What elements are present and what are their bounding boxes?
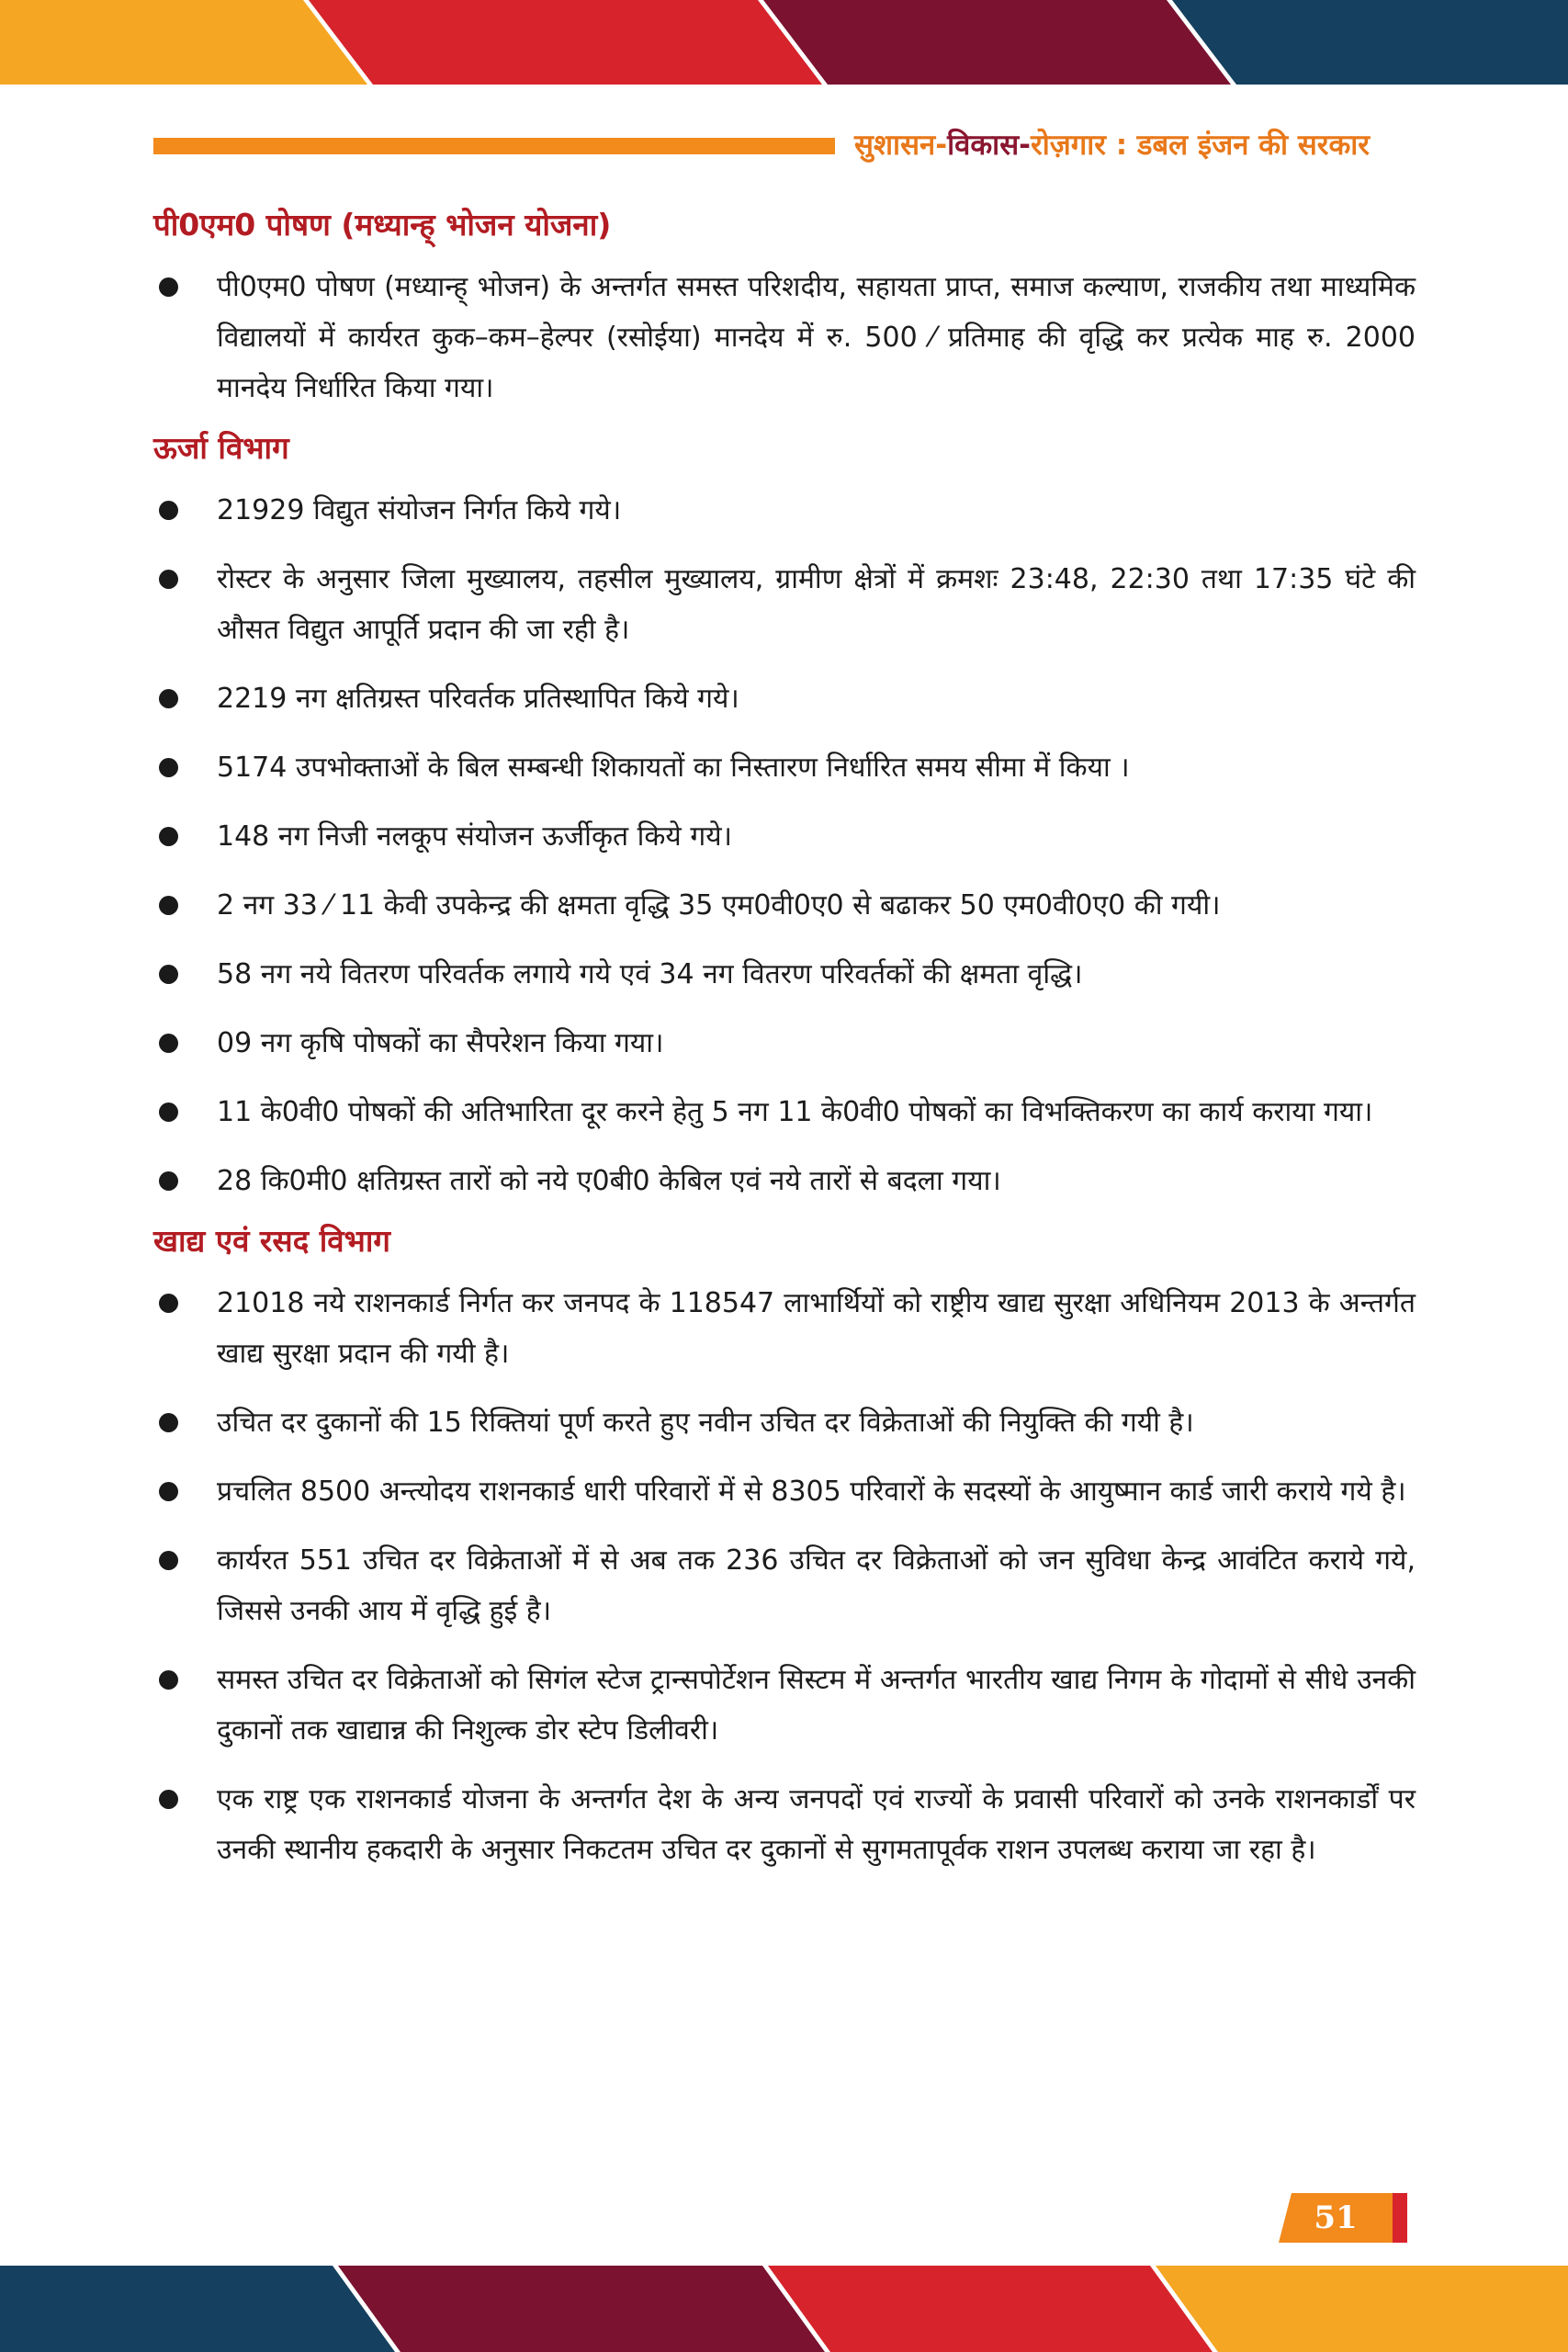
bullet-icon bbox=[159, 277, 178, 297]
list-item-text: समस्त उचित दर विक्रेताओं को सिगंल स्टेज ट्रान्सपोर्टेशन सिस्टम में अन्तर्गत भारतीय खाद्य निगम के गोदामों से सीधे उनकी दुकानों तक खाद्यान्न की निशुल्क डोर स्टेप डिलीवरी। bbox=[217, 1664, 1416, 1747]
list-item-text: 2219 नग क्षतिग्रस्त परिवर्तक प्रतिस्थापित किये गये। bbox=[217, 683, 739, 715]
list-item bbox=[153, 485, 1416, 536]
bullet-icon bbox=[159, 896, 178, 915]
list-item bbox=[153, 554, 1416, 655]
list-item-text: पी0एम0 पोषण (मध्यान्ह् भोजन) के अन्तर्गत समस्त परिशदीय, सहायता प्राप्त, समाज कल्याण, राजकीय तथा माध्यमिक विद्यालयों में कार्यरत कुक–कम–हेल्पर (रसोईया) मानदेय में रु. 500 ⁄ प्रतिमाह की वृद्धि कर प्रत्येक माह रु. 2000 मानदेय निर्धारित किया गया। bbox=[217, 271, 1416, 404]
bullet-icon bbox=[159, 1102, 178, 1122]
section-heading-poshan: पी0एम0 पोषण (मध्यान्ह् भोजन योजना) bbox=[153, 207, 612, 243]
list-item-text: 11 के0वी0 पोषकों की अतिभारिता दूर करने हेतु 5 नग 11 के0वी0 पोषकों का विभक्तिकरण का कार्य कराया गया। bbox=[217, 1096, 1373, 1128]
bullet-list-food bbox=[153, 1278, 1416, 1875]
header-rule bbox=[153, 138, 835, 154]
bullet-list-poshan bbox=[153, 262, 1416, 413]
list-item-text: उचित दर दुकानों की 15 रिक्तियां पूर्ण करते हुए नवीन उचित दर विक्रेताओं की नियुक्ति की गयी है। bbox=[217, 1407, 1194, 1439]
tagline-rozgar: रोज़गार : डबल इंजन की सरकार bbox=[1031, 129, 1370, 162]
list-item bbox=[153, 742, 1416, 793]
bullet-icon bbox=[159, 689, 178, 708]
list-item-text: एक राष्ट्र एक राशनकार्ड योजना के अन्तर्गत देश के अन्य जनपदों एवं राज्यों के प्रवासी परिवारों को उनके राशनकार्डों पर उनकी स्थानीय हकदारी के अनुसार निकटतम उचित दर दुकानों से सुगमतापूर्वक राशन उपलब्ध कराया जा रहा है। bbox=[217, 1783, 1416, 1866]
bullet-icon bbox=[159, 758, 178, 777]
bullet-icon bbox=[159, 1482, 178, 1501]
page-content bbox=[153, 204, 1416, 1875]
list-item bbox=[153, 1278, 1416, 1379]
bullet-icon bbox=[159, 1171, 178, 1191]
list-item bbox=[153, 1655, 1416, 1756]
tagline-vikas: विकास- bbox=[947, 129, 1032, 162]
list-item-text: 28 कि0मी0 क्षतिग्रस्त तारों को नये ए0बी0 केबिल एवं नये तारों से बदला गया। bbox=[217, 1165, 1001, 1197]
bullet-icon bbox=[159, 570, 178, 589]
bullet-icon bbox=[159, 501, 178, 520]
list-item-text: 58 नग नये वितरण परिवर्तक लगाये गये एवं 34 नग वितरण परिवर्तकों की क्षमता वृद्धि। bbox=[217, 958, 1083, 990]
section-heading-energy: ऊर्जा विभाग bbox=[153, 430, 289, 466]
header-tagline bbox=[854, 125, 1415, 165]
bottom-color-band bbox=[0, 2266, 1568, 2350]
list-item-text: 148 नग निजी नलकूप संयोजन ऊर्जीकृत किये गये। bbox=[217, 820, 733, 853]
list-item-text: 2 नग 33 ⁄ 11 केवी उपकेन्द्र की क्षमता वृद्धि 35 एम0वी0ए0 से बढाकर 50 एम0वी0ए0 की गयी। bbox=[217, 889, 1221, 922]
bullet-icon bbox=[159, 1034, 178, 1053]
bullet-icon bbox=[159, 827, 178, 846]
list-item bbox=[153, 949, 1416, 1000]
top-color-band bbox=[0, 0, 1568, 85]
list-item bbox=[153, 1774, 1416, 1875]
list-item-text: 21018 नये राशनकार्ड निर्गत कर जनपद के 118547 लाभार्थियों को राष्ट्रीय खाद्य सुरक्षा अधिनियम 2013 के अन्तर्गत खाद्य सुरक्षा प्रदान की गयी है। bbox=[217, 1287, 1416, 1370]
list-item bbox=[153, 1156, 1416, 1206]
bullet-icon bbox=[159, 1551, 178, 1570]
list-item-text: 09 नग कृषि पोषकों का सैपरेशन किया गया। bbox=[217, 1027, 664, 1059]
bullet-icon bbox=[159, 1294, 178, 1313]
list-item-text: 21929 विद्युत संयोजन निर्गत किये गये। bbox=[217, 494, 622, 526]
list-item bbox=[153, 1397, 1416, 1448]
bullet-icon bbox=[159, 1790, 178, 1809]
section-heading-food: खाद्य एवं रसद विभाग bbox=[153, 1223, 390, 1259]
list-item bbox=[153, 880, 1416, 931]
list-item bbox=[153, 1087, 1416, 1137]
list-item bbox=[153, 1535, 1416, 1636]
list-item-text: रोस्टर के अनुसार जिला मुख्यालय, तहसील मुख्यालय, ग्रामीण क्षेत्रों में क्रमशः 23:48, 22:30 तथा 17:35 घंटे की औसत विद्युत आपूर्ति प्रदान की जा रही है। bbox=[217, 563, 1416, 646]
list-item bbox=[153, 1466, 1416, 1517]
list-item bbox=[153, 673, 1416, 724]
bullet-icon bbox=[159, 965, 178, 984]
bullet-list-energy bbox=[153, 485, 1416, 1206]
page-number: 51 bbox=[1314, 2199, 1358, 2236]
list-item-text: प्रचलित 8500 अन्त्योदय राशनकार्ड धारी परिवारों में से 8305 परिवारों के सदस्यों के आयुष्मान कार्ड जारी कराये गये है। bbox=[217, 1476, 1406, 1508]
list-item-text: कार्यरत 551 उचित दर विक्रेताओं में से अब तक 236 उचित दर विक्रेताओं को जन सुविधा केन्द्र आवंटित कराये गये, जिससे उनकी आय में वृद्धि हुई है। bbox=[217, 1544, 1416, 1627]
list-item bbox=[153, 262, 1416, 413]
list-item bbox=[153, 811, 1416, 862]
bullet-icon bbox=[159, 1413, 178, 1432]
tagline-sushasan: सुशासन- bbox=[854, 129, 948, 162]
page-number-tab bbox=[1279, 2193, 1407, 2243]
list-item bbox=[153, 1018, 1416, 1069]
list-item-text: 5174 उपभोक्ताओं के बिल सम्बन्धी शिकायतों का निस्तारण निर्धारित समय सीमा में किया । bbox=[217, 752, 1130, 784]
bullet-icon bbox=[159, 1670, 178, 1690]
